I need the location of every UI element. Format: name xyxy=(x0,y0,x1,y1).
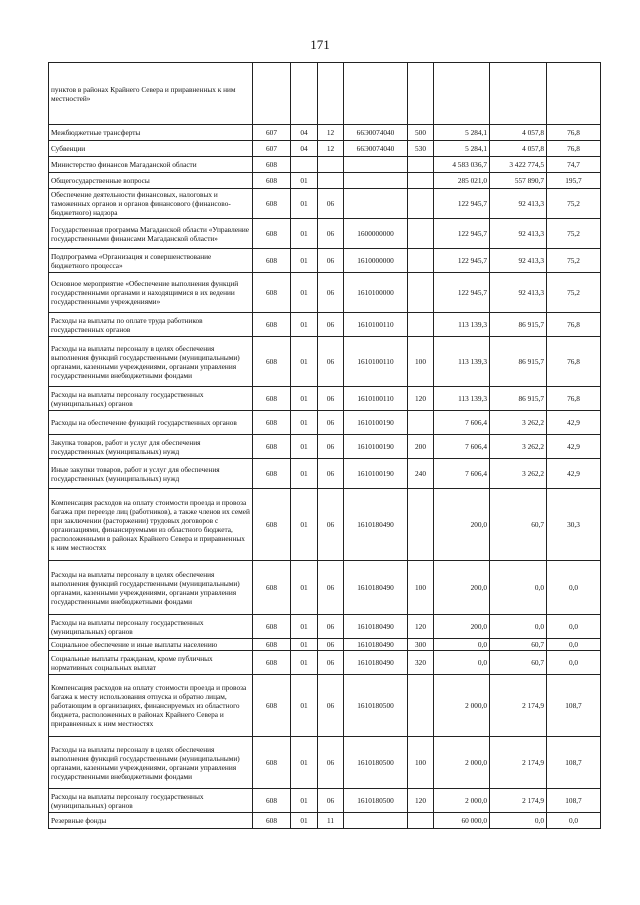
row-name: Субвенции xyxy=(49,141,253,157)
row-vr xyxy=(408,273,434,313)
row-percent: 76,8 xyxy=(547,313,601,337)
row-vr xyxy=(408,63,434,125)
row-csr xyxy=(344,157,408,173)
row-csr: 1610180490 xyxy=(344,615,408,639)
row-plan: 0,0 xyxy=(434,651,490,675)
row-csr: 66Э0074040 xyxy=(344,141,408,157)
row-percent: 75,2 xyxy=(547,189,601,219)
row-csr: 1610100110 xyxy=(344,337,408,387)
page-number: 171 xyxy=(310,37,330,52)
row-vr xyxy=(408,157,434,173)
row-percent: 108,7 xyxy=(547,675,601,737)
row-fact: 3 422 774,5 xyxy=(490,157,547,173)
row-vr: 320 xyxy=(408,651,434,675)
row-pr: 12 xyxy=(318,125,344,141)
row-percent xyxy=(547,63,601,125)
row-percent: 0,0 xyxy=(547,615,601,639)
row-vr: 100 xyxy=(408,337,434,387)
row-fact: 60,7 xyxy=(490,489,547,561)
row-fact: 0,0 xyxy=(490,813,547,829)
row-vr xyxy=(408,313,434,337)
row-fact: 92 413,3 xyxy=(490,273,547,313)
row-gr: 608 xyxy=(253,173,291,189)
row-rz: 01 xyxy=(291,337,318,387)
row-pr xyxy=(318,173,344,189)
table-row xyxy=(49,219,601,249)
row-csr: 1610100000 xyxy=(344,273,408,313)
row-rz: 01 xyxy=(291,313,318,337)
row-vr: 100 xyxy=(408,561,434,615)
row-name: Расходы на выплаты персоналу государственных (муниципальных) органов xyxy=(49,387,253,411)
row-gr: 608 xyxy=(253,561,291,615)
row-rz xyxy=(291,63,318,125)
row-plan: 0,0 xyxy=(434,639,490,651)
table-row xyxy=(49,273,601,313)
table-row xyxy=(49,435,601,459)
row-pr: 06 xyxy=(318,675,344,737)
row-gr: 608 xyxy=(253,615,291,639)
row-plan: 122 945,7 xyxy=(434,189,490,219)
table-row xyxy=(49,387,601,411)
row-rz: 01 xyxy=(291,737,318,789)
row-rz xyxy=(291,157,318,173)
row-rz: 04 xyxy=(291,125,318,141)
row-vr xyxy=(408,189,434,219)
table-row xyxy=(49,337,601,387)
row-csr: 1610100110 xyxy=(344,313,408,337)
table-row xyxy=(49,459,601,489)
row-plan: 2 000,0 xyxy=(434,675,490,737)
row-percent: 0,0 xyxy=(547,639,601,651)
row-rz: 01 xyxy=(291,813,318,829)
row-pr: 06 xyxy=(318,615,344,639)
row-fact: 2 174,9 xyxy=(490,789,547,813)
row-name: Расходы на выплаты персоналу государственных (муниципальных) органов xyxy=(49,789,253,813)
row-plan: 113 139,3 xyxy=(434,337,490,387)
row-percent: 42,9 xyxy=(547,435,601,459)
row-percent: 76,8 xyxy=(547,141,601,157)
row-vr xyxy=(408,219,434,249)
row-plan: 200,0 xyxy=(434,615,490,639)
row-vr: 200 xyxy=(408,435,434,459)
row-rz: 01 xyxy=(291,561,318,615)
row-plan: 2 000,0 xyxy=(434,789,490,813)
table-row xyxy=(49,615,601,639)
row-name: Расходы на обеспечение функций государственных органов xyxy=(49,411,253,435)
row-name: Расходы на выплаты персоналу в целях обеспечения выполнения функций государственными (муниципальными) органами, казенными учреждениями, органами управления государственными внебюджетными фондами xyxy=(49,737,253,789)
row-pr: 06 xyxy=(318,313,344,337)
table-row xyxy=(49,489,601,561)
row-vr: 240 xyxy=(408,459,434,489)
row-percent: 108,7 xyxy=(547,737,601,789)
row-gr: 608 xyxy=(253,313,291,337)
row-percent: 30,3 xyxy=(547,489,601,561)
budget-table xyxy=(48,62,601,829)
row-rz: 01 xyxy=(291,387,318,411)
row-percent: 74,7 xyxy=(547,157,601,173)
row-name: Подпрограмма «Организация и совершенствование бюджетного процесса» xyxy=(49,249,253,273)
row-gr: 608 xyxy=(253,459,291,489)
table-row xyxy=(49,561,601,615)
row-csr: 66Э0074040 xyxy=(344,125,408,141)
row-csr xyxy=(344,189,408,219)
row-vr xyxy=(408,489,434,561)
row-percent: 42,9 xyxy=(547,459,601,489)
row-gr: 608 xyxy=(253,639,291,651)
row-csr: 1610180490 xyxy=(344,639,408,651)
row-percent: 0,0 xyxy=(547,651,601,675)
table-row xyxy=(49,813,601,829)
row-fact: 92 413,3 xyxy=(490,249,547,273)
row-csr: 1610100190 xyxy=(344,411,408,435)
row-name: Расходы на выплаты персоналу в целях обеспечения выполнения функций государственными (муниципальными) органами, казенными учреждениями, органами управления государственными внебюджетными фондами xyxy=(49,337,253,387)
table-row xyxy=(49,313,601,337)
row-fact: 2 174,9 xyxy=(490,737,547,789)
row-csr: 1610100110 xyxy=(344,387,408,411)
row-csr: 1610180500 xyxy=(344,789,408,813)
row-rz: 01 xyxy=(291,789,318,813)
row-pr: 06 xyxy=(318,337,344,387)
row-name: Социальные выплаты гражданам, кроме публичных нормативных социальных выплат xyxy=(49,651,253,675)
row-fact: 92 413,3 xyxy=(490,219,547,249)
row-name: Расходы на выплаты персоналу государственных (муниципальных) органов xyxy=(49,615,253,639)
row-plan: 5 284,1 xyxy=(434,125,490,141)
row-gr xyxy=(253,63,291,125)
row-plan: 7 606,4 xyxy=(434,459,490,489)
table-row xyxy=(49,675,601,737)
row-plan: 2 000,0 xyxy=(434,737,490,789)
row-percent: 76,8 xyxy=(547,125,601,141)
table-row xyxy=(49,141,601,157)
row-gr: 608 xyxy=(253,737,291,789)
row-fact: 2 174,9 xyxy=(490,675,547,737)
row-rz: 01 xyxy=(291,459,318,489)
row-fact: 4 057,8 xyxy=(490,141,547,157)
row-percent: 76,8 xyxy=(547,337,601,387)
budget-table-body xyxy=(49,63,601,829)
row-plan: 7 606,4 xyxy=(434,435,490,459)
row-plan: 200,0 xyxy=(434,561,490,615)
row-percent: 0,0 xyxy=(547,561,601,615)
row-rz: 01 xyxy=(291,615,318,639)
row-name: Компенсация расходов на оплату стоимости проезда и провоза багажа к месту использования отпуска и обратно лицам, работающим в организациях, финансируемых из областного бюджета, расположенных в районах Крайнего Севера и приравненных к ним местностях xyxy=(49,675,253,737)
row-rz: 01 xyxy=(291,249,318,273)
table-row xyxy=(49,63,601,125)
row-fact: 3 262,2 xyxy=(490,411,547,435)
row-csr: 1610180490 xyxy=(344,489,408,561)
row-plan: 7 606,4 xyxy=(434,411,490,435)
table-row xyxy=(49,411,601,435)
row-rz: 01 xyxy=(291,219,318,249)
row-vr xyxy=(408,249,434,273)
row-name: пунктов в районах Крайнего Севера и приравненных к ним местностей» xyxy=(49,63,253,125)
row-csr xyxy=(344,813,408,829)
row-gr: 608 xyxy=(253,189,291,219)
row-csr: 1610180490 xyxy=(344,561,408,615)
table-row xyxy=(49,789,601,813)
row-vr: 500 xyxy=(408,125,434,141)
row-pr: 06 xyxy=(318,489,344,561)
row-vr xyxy=(408,411,434,435)
row-percent: 42,9 xyxy=(547,411,601,435)
row-name: Расходы на выплаты персоналу в целях обеспечения выполнения функций государственными (муниципальными) органами, казенными учреждениями, органами управления государственными внебюджетными фондами xyxy=(49,561,253,615)
table-row xyxy=(49,639,601,651)
row-gr: 608 xyxy=(253,157,291,173)
row-name: Основное мероприятие «Обеспечение выполнения функций государственными органами и находящимися в их ведении государственными учреждениями» xyxy=(49,273,253,313)
table-row xyxy=(49,189,601,219)
row-fact: 4 057,8 xyxy=(490,125,547,141)
row-gr: 608 xyxy=(253,789,291,813)
row-name: Иные закупки товаров, работ и услуг для обеспечения государственных (муниципальных) нужд xyxy=(49,459,253,489)
row-percent: 75,2 xyxy=(547,273,601,313)
table-row xyxy=(49,651,601,675)
row-pr: 11 xyxy=(318,813,344,829)
row-fact: 3 262,2 xyxy=(490,459,547,489)
row-fact: 0,0 xyxy=(490,561,547,615)
row-pr: 06 xyxy=(318,435,344,459)
row-plan: 113 139,3 xyxy=(434,387,490,411)
row-percent: 75,2 xyxy=(547,219,601,249)
row-gr: 607 xyxy=(253,125,291,141)
row-pr: 06 xyxy=(318,189,344,219)
row-gr: 608 xyxy=(253,435,291,459)
row-gr: 608 xyxy=(253,249,291,273)
row-fact: 3 262,2 xyxy=(490,435,547,459)
row-rz: 01 xyxy=(291,489,318,561)
row-percent: 75,2 xyxy=(547,249,601,273)
row-plan: 200,0 xyxy=(434,489,490,561)
row-vr: 120 xyxy=(408,615,434,639)
row-percent: 0,0 xyxy=(547,813,601,829)
row-pr xyxy=(318,63,344,125)
row-plan xyxy=(434,63,490,125)
row-percent: 195,7 xyxy=(547,173,601,189)
row-rz: 01 xyxy=(291,435,318,459)
row-csr xyxy=(344,173,408,189)
row-name: Закупка товаров, работ и услуг для обеспечения государственных (муниципальных) нужд xyxy=(49,435,253,459)
row-name: Расходы на выплаты по оплате труда работников государственных органов xyxy=(49,313,253,337)
row-plan: 122 945,7 xyxy=(434,219,490,249)
row-name: Обеспечение деятельности финансовых, налоговых и таможенных органов и органов финансового (финансово-бюджетного) надзора xyxy=(49,189,253,219)
row-fact: 92 413,3 xyxy=(490,189,547,219)
row-name: Резервные фонды xyxy=(49,813,253,829)
row-plan: 122 945,7 xyxy=(434,249,490,273)
row-fact: 0,0 xyxy=(490,615,547,639)
row-name: Министерство финансов Магаданской области xyxy=(49,157,253,173)
row-gr: 608 xyxy=(253,675,291,737)
row-vr: 300 xyxy=(408,639,434,651)
row-name: Социальное обеспечение и иные выплаты населению xyxy=(49,639,253,651)
row-vr: 120 xyxy=(408,387,434,411)
row-fact: 60,7 xyxy=(490,651,547,675)
row-name: Государственная программа Магаданской области «Управление государственными финансами Магаданской области» xyxy=(49,219,253,249)
row-plan: 285 021,0 xyxy=(434,173,490,189)
row-percent: 76,8 xyxy=(547,387,601,411)
row-pr: 06 xyxy=(318,411,344,435)
row-plan: 113 139,3 xyxy=(434,313,490,337)
row-fact xyxy=(490,63,547,125)
row-vr: 120 xyxy=(408,789,434,813)
row-vr xyxy=(408,813,434,829)
row-pr: 06 xyxy=(318,639,344,651)
row-fact: 60,7 xyxy=(490,639,547,651)
row-csr: 1610100190 xyxy=(344,435,408,459)
row-pr: 06 xyxy=(318,459,344,489)
row-pr: 06 xyxy=(318,789,344,813)
row-csr: 1610100190 xyxy=(344,459,408,489)
row-rz: 01 xyxy=(291,639,318,651)
table-row xyxy=(49,157,601,173)
row-csr: 1610180500 xyxy=(344,675,408,737)
row-gr: 608 xyxy=(253,273,291,313)
row-name: Общегосударственные вопросы xyxy=(49,173,253,189)
table-row xyxy=(49,125,601,141)
row-fact: 86 915,7 xyxy=(490,313,547,337)
row-gr: 608 xyxy=(253,219,291,249)
table-row xyxy=(49,173,601,189)
row-pr: 06 xyxy=(318,561,344,615)
row-rz: 01 xyxy=(291,675,318,737)
row-rz: 01 xyxy=(291,189,318,219)
row-rz: 01 xyxy=(291,651,318,675)
row-vr: 530 xyxy=(408,141,434,157)
row-gr: 608 xyxy=(253,489,291,561)
row-percent: 108,7 xyxy=(547,789,601,813)
row-pr xyxy=(318,157,344,173)
row-fact: 86 915,7 xyxy=(490,337,547,387)
row-pr: 06 xyxy=(318,737,344,789)
row-gr: 608 xyxy=(253,387,291,411)
row-rz: 01 xyxy=(291,273,318,313)
row-plan: 5 284,1 xyxy=(434,141,490,157)
row-csr: 1610180490 xyxy=(344,651,408,675)
row-rz: 01 xyxy=(291,411,318,435)
row-fact: 86 915,7 xyxy=(490,387,547,411)
row-name: Компенсация расходов на оплату стоимости проезда и провоза багажа при переезде лиц (работников), а также членов их семей при заключении (расторжении) трудовых договоров с организациями, финансируемыми из областного бюджета, расположенными в районах Крайнего Севера и приравненных к ним местностях xyxy=(49,489,253,561)
row-pr: 06 xyxy=(318,387,344,411)
row-pr: 12 xyxy=(318,141,344,157)
row-csr: 1610180500 xyxy=(344,737,408,789)
row-csr: 1600000000 xyxy=(344,219,408,249)
row-plan: 60 000,0 xyxy=(434,813,490,829)
row-gr: 608 xyxy=(253,411,291,435)
table-row xyxy=(49,737,601,789)
row-gr: 608 xyxy=(253,651,291,675)
row-rz: 01 xyxy=(291,173,318,189)
row-pr: 06 xyxy=(318,651,344,675)
row-vr xyxy=(408,675,434,737)
row-vr: 100 xyxy=(408,737,434,789)
row-gr: 607 xyxy=(253,141,291,157)
row-gr: 608 xyxy=(253,337,291,387)
table-row xyxy=(49,249,601,273)
row-plan: 4 583 036,7 xyxy=(434,157,490,173)
row-pr: 06 xyxy=(318,273,344,313)
row-fact: 557 890,7 xyxy=(490,173,547,189)
row-csr xyxy=(344,63,408,125)
row-rz: 04 xyxy=(291,141,318,157)
row-vr xyxy=(408,173,434,189)
row-csr: 1610000000 xyxy=(344,249,408,273)
row-pr: 06 xyxy=(318,249,344,273)
row-plan: 122 945,7 xyxy=(434,273,490,313)
row-name: Межбюджетные трансферты xyxy=(49,125,253,141)
row-pr: 06 xyxy=(318,219,344,249)
row-gr: 608 xyxy=(253,813,291,829)
